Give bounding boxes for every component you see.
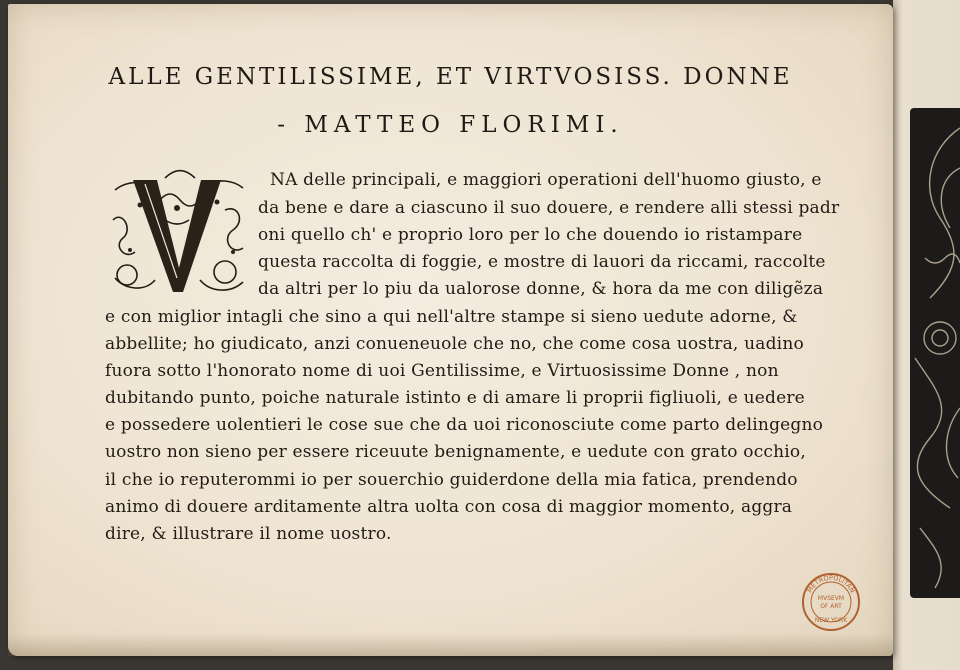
body-line-9: dubitando punto, poiche naturale istinto e di amare li proprii figliuoli, e uedere: [105, 388, 805, 408]
body-line-12: il che io reputerommi io per souerchio guiderdone della mia fatica, prendendo: [105, 470, 798, 490]
body-line-10: e possedere uolentieri le cose sue che da uoi riconosciute come parto delingegno: [105, 415, 824, 435]
svg-text:METROPOLITAN: [805, 574, 856, 594]
body-line-6: e con miglior intagli che sino a qui nell'altre stampe si sieno uedute adorne, &: [105, 307, 798, 327]
body-line-7: abbellite; ho giudicato, anzi conueneuole che no, che come cosa uostra, uadino: [105, 334, 804, 354]
facing-page-engraving: [910, 108, 960, 598]
body-line-14: dire, & illustrare il nome uostro.: [105, 524, 392, 544]
body-line-5: da altri per lo piu da ualorose donne, & hora da me con diligẽza: [258, 279, 824, 299]
body-line-11: uostro non sieno per essere riceuute benignamente, e uedute con grato occhio,: [105, 442, 806, 462]
body-line-8: fuora sotto l'honorato nome di uoi Gentilissime, e Virtuosissime Donne , non: [105, 361, 779, 381]
stamp-inner-text-3: NEW YORK: [814, 617, 848, 624]
body-line-13: animo di douere arditamente altra uolta con cosa di maggior momento, aggra: [105, 497, 793, 517]
body-line-4: questa raccolta di foggie, e mostre di lauori da riccami, raccolte: [258, 252, 826, 272]
book-page: [8, 4, 893, 656]
heading-line-1: ALLE GENTILISSIME, ET VIRTVOSISS. DONNE: [108, 64, 793, 90]
stamp-inner-text-1: MVSEVM: [817, 595, 845, 602]
heading-line-2: - MATTEO FLORIMI.: [277, 112, 624, 138]
body-line-3: oni quello ch' e proprio loro per lo che douendo io ristampare: [258, 225, 803, 245]
stamp-inner-text-2: OF ART: [820, 603, 842, 610]
museum-stamp: [801, 572, 861, 632]
decorated-initial-v: [105, 160, 250, 300]
body-line-2: da bene e dare a ciascuno il suo douere, e rendere alli stessi padr: [258, 198, 840, 218]
body-line-1: NA delle principali, e maggiori operationi dell'huomo giusto, e: [270, 170, 822, 190]
stamp-outer-text: METROPOLITAN: [805, 573, 857, 595]
